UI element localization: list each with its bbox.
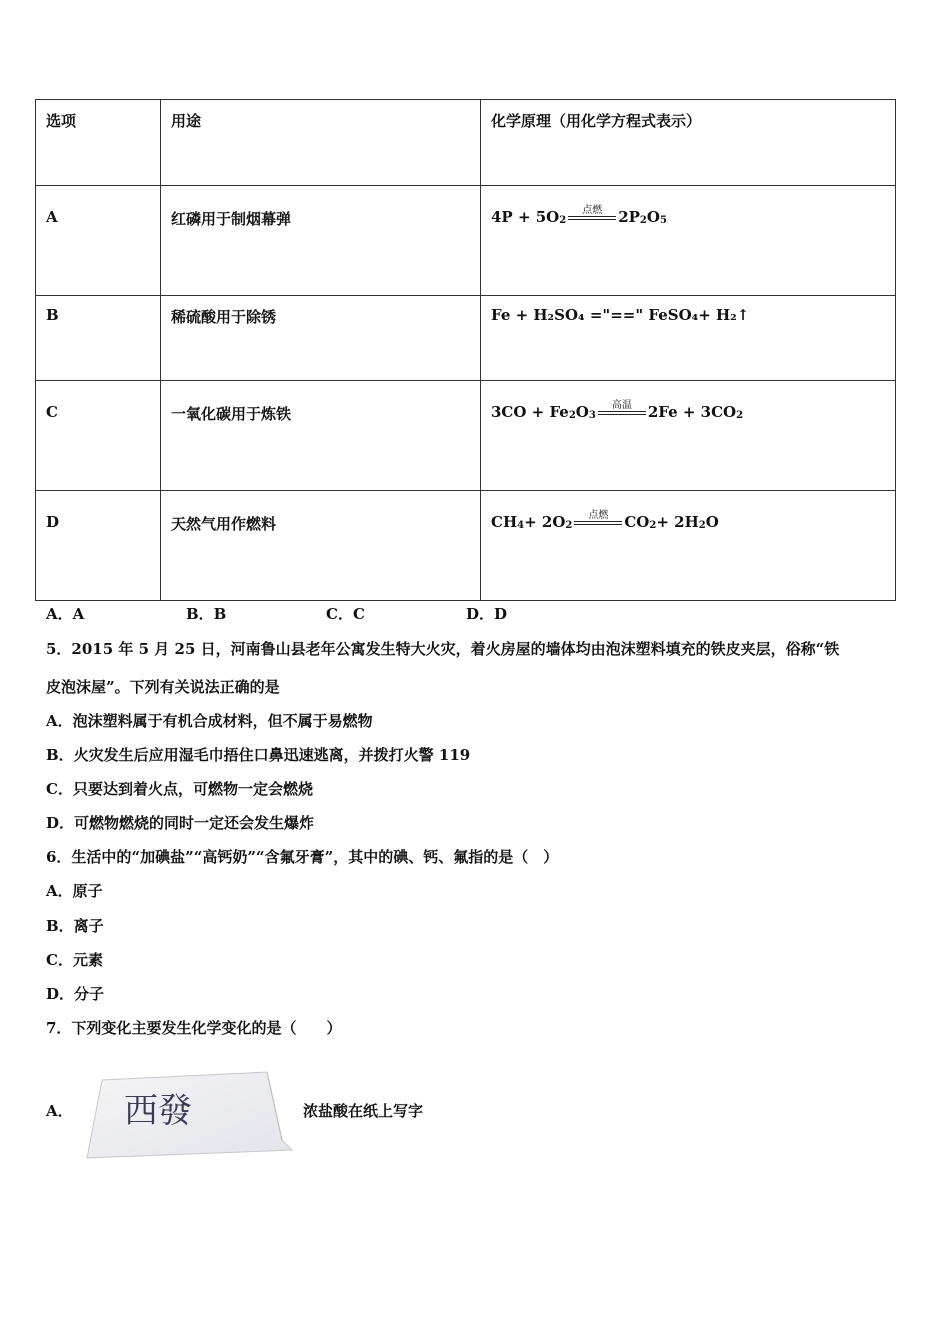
header-use: 用途 bbox=[161, 100, 481, 186]
q6-stem: 6．生活中的“加碘盐”“高钙奶”“含氟牙膏”，其中的碘、钙、氟指的是（ ） bbox=[46, 848, 559, 866]
option-a: A．A bbox=[46, 605, 85, 623]
header-option: 选项 bbox=[36, 100, 161, 186]
q7-option-a-label: A． bbox=[46, 1102, 73, 1120]
option-b: B．B bbox=[186, 605, 227, 623]
table-row bbox=[36, 186, 896, 296]
equation: CH $_4$ + 2O $_2$ 点燃 CO $_2$ + 2H $_2$ O bbox=[491, 510, 719, 531]
q5-stem-line2: 皮泡沫屋”。下列有关说法正确的是 bbox=[46, 678, 280, 696]
row-use: 一氧化碳用于炼铁 bbox=[161, 381, 481, 491]
table-row bbox=[36, 296, 896, 381]
equation: 4P + 5O $_2$ 点燃 2P $_2$ O $_5$ bbox=[491, 205, 667, 226]
q5-option-a: A．泡沫塑料属于有机合成材料，但不属于易燃物 bbox=[46, 712, 373, 730]
q7-option-a-text: 浓盐酸在纸上写字 bbox=[303, 1102, 424, 1120]
row-equation: Fe + H₂SO₄ ="==" FeSO₄+ H₂↑ bbox=[481, 296, 896, 381]
q6-option-c: C．元素 bbox=[46, 951, 103, 969]
table-row bbox=[36, 381, 896, 491]
q6-option-b: B．离子 bbox=[46, 917, 104, 935]
q5-option-c: C．只要达到着火点，可燃物一定会燃烧 bbox=[46, 780, 313, 798]
header-principle: 化学原理（用化学方程式表示） bbox=[481, 100, 896, 186]
table-row bbox=[36, 491, 896, 601]
row-use: 稀硫酸用于除锈 bbox=[161, 296, 481, 381]
row-option: B bbox=[36, 296, 161, 381]
row-equation bbox=[481, 491, 896, 601]
answer-table bbox=[35, 99, 896, 601]
option-c: C．C bbox=[326, 605, 365, 623]
row-use: 红磷用于制烟幕弹 bbox=[161, 186, 481, 296]
q6-option-d: D．分子 bbox=[46, 985, 105, 1003]
row-option: D bbox=[36, 491, 161, 601]
row-option: C bbox=[36, 381, 161, 491]
handwritten-characters: 西發 bbox=[124, 1091, 192, 1131]
q5-option-d: D．可燃物燃烧的同时一定还会发生爆炸 bbox=[46, 814, 315, 832]
table-header-row bbox=[36, 100, 896, 186]
reaction-condition: 点燃 bbox=[574, 511, 622, 525]
paper-writing-image bbox=[82, 1070, 297, 1160]
paper-sketch bbox=[82, 1070, 297, 1160]
q6-option-a: A．原子 bbox=[46, 882, 103, 900]
row-use: 天然气用作燃料 bbox=[161, 491, 481, 601]
q7-stem: 7．下列变化主要发生化学变化的是（ ） bbox=[46, 1019, 342, 1037]
q4-options bbox=[46, 603, 606, 624]
row-option: A bbox=[36, 186, 161, 296]
equation: 3CO + Fe $_2$ O $_3$ 高温 2Fe + 3CO $_2$ bbox=[491, 400, 744, 421]
q5-option-b: B．火灾发生后应用湿毛巾捂住口鼻迅速逃离，并拨打火警 119 bbox=[46, 746, 471, 764]
q5-stem-line1: 5．2015 年 5 月 25 日，河南鲁山县老年公寓发生特大火灾，着火房屋的墙体均由泡沫塑料填充的铁皮夹层，俗称“铁 bbox=[46, 640, 840, 658]
reaction-condition: 点燃 bbox=[568, 206, 616, 220]
option-d: D．D bbox=[466, 605, 508, 623]
row-equation bbox=[481, 381, 896, 491]
row-equation bbox=[481, 186, 896, 296]
reaction-condition: 高温 bbox=[598, 401, 646, 415]
